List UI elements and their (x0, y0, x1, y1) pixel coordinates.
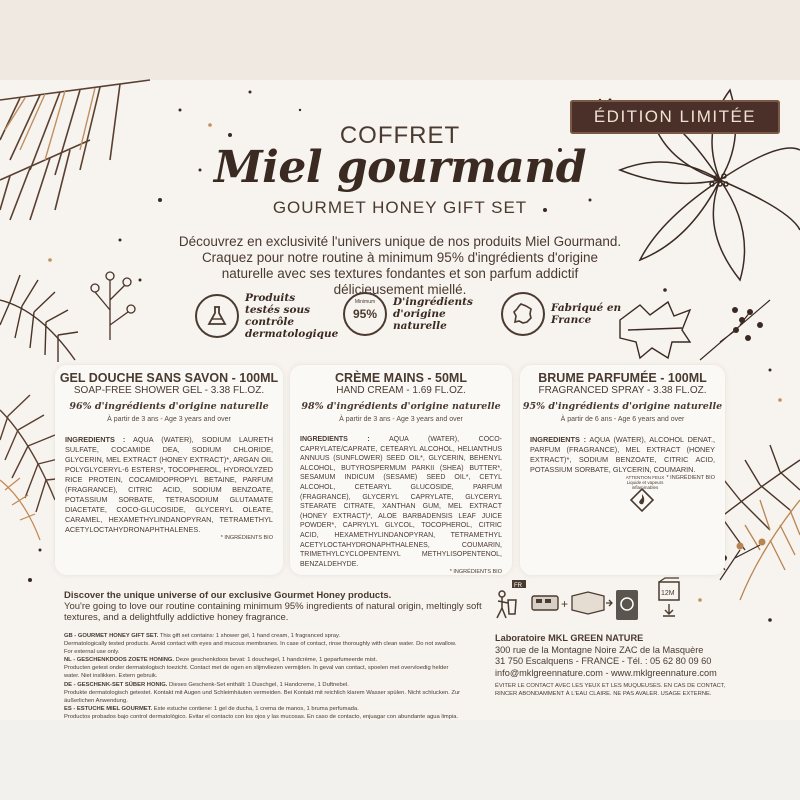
claim-natural-text: D'ingrédients d'origine naturelle (393, 296, 473, 332)
translation-line: GB - GOURMET HONEY GIFT SET. This gift set contains: 1 shower gel, 1 hand cream, 1 fragranced spray. (64, 633, 341, 639)
product-title: GEL DOUCHE SANS SAVON - 100ML (59, 371, 279, 385)
ingredients-list: AQUA (WATER), ALCOHOL DENAT., PARFUM (FRAGRANCE), MEL EXTRACT (HONEY EXTRACT)*, SODIUM BENZOATE, CITRIC ACID, POTASSIUM SORBATE, GLYCERIN, COUMARIN. (530, 435, 716, 474)
title-product-name: Miel gourmand (213, 142, 587, 193)
lab-address-2: 31 750 Escalquens - FRANCE - Tél. : 05 62 80 09 60 (495, 656, 712, 666)
product-panel-hand-cream (290, 365, 512, 575)
lab-name: Laboratoire MKL GREEN NATURE (495, 633, 644, 643)
product-title: BRUME PARFUMÉE - 100ML (538, 371, 707, 385)
product-panel-shower-gel (55, 365, 283, 575)
english-line-1: Discover the unique universe of our exclusive Gourmet Honey products. (64, 590, 392, 601)
translation-line: DE - GESCHENK-SET SÜBER HONIG. Dieses Geschenk-Set enthält: 1 Duschgel, 1 Handcreme, 1 Duftnebel. (64, 681, 349, 688)
organic-note: * INGRÉDIENTS BIO (449, 569, 502, 576)
ingredients-label: INGREDIENTS : (530, 435, 587, 444)
product-ingredients (530, 435, 715, 475)
product-subtitle: FRAGRANCED SPRAY - 3.38 FL.OZ. (538, 385, 707, 396)
translation-line: ES - ESTUCHE MIEL GOURMET. Este estuche contiene: 1 gel de ducha, 1 crema de manos, 1 bruma perfumada. (64, 705, 359, 712)
product-ingredients (300, 435, 502, 569)
ingredients-label: INGREDIENTS : (65, 435, 126, 444)
claim-france-text: Fabriqué en France (551, 302, 622, 326)
flame-hazard-icon (630, 488, 654, 512)
english-line-2: You're going to love our routine containing minimum 95% ingredients of natural origin, meltingly soft textures, and a delightfully addictive honey fragrance. (64, 601, 482, 623)
product-subtitle: HAND CREAM - 1.69 FL.OZ. (336, 385, 466, 396)
translation-line: Productos probados bajo control dermatológico. Evitar el contacto con los ojos y las mucosas. En caso de contacto, enjuagar con abundante agua limpia. (64, 713, 459, 720)
claim-dermatology (195, 292, 339, 340)
translation-line: Dermatologically tested products. Avoid contact with eyes and mucous membranes. In case of contact, rinse thoroughly with clean water. Do not swallow. For external use only. (64, 641, 457, 656)
flammable-warning-text: ATTENTION FEUX Liquide et vapeurs inflammables (625, 475, 665, 490)
organic-note: * INGRÉDIENTS BIO (220, 535, 273, 541)
limited-edition-badge: ÉDITION LIMITÉE (570, 100, 780, 134)
product-natural-percent: 96% d'ingrédients d'origine naturelle (69, 401, 269, 412)
claims-row (195, 292, 622, 348)
translation-line: Produkte dermatologisch getestet. Kontakt mit Augen und Schleimhäuten vermeiden. Bei Kontakt mit reichlich klarem Wasser spülen. Nicht schlucken. Zur äußerlichen Anwendung. (64, 689, 461, 704)
product-panel-fragranced-spray (520, 365, 725, 575)
english-description (64, 590, 484, 623)
ingredients-list: AQUA (WATER), COCO-CAPRYLATE/CAPRATE, CETEARYL ALCOHOL, HELIANTHUS ANNUUS (SUNFLOWER) SEED OIL*, GLYCERIN, BEHENYL ALCOHOL, BUTYROSPERMUM PARKII (SHEA) BUTTER*, SESAMUM INDICUM (SESAME) SEED OIL*, CETYL ALCOHOL, CETEARYL GLUCOSIDE, PARFUM (FRAGRANCE), GLYCERYL CAPRYLATE, GLYCERYL STEARATE CITRATE, XANTHAN GUM, MEL EXTRACT (HONEY EXTRACT)*, ALOE BARBADENSIS LEAF JUICE POWDER*, CAPRYLYL GLYCOL, TOCOPHEROL, CITRIC ACID, HEXAMETHYLINDANOPYRAN, TETRAMETHYL ACETYLOCTAHYDRONAPHTHALENES, COUMARIN, TRIMETHYLCYCLOPENTENYL METHYLISOPENTENOL, BENZALDEHYDE. (300, 436, 502, 568)
product-age: À partir de 3 ans - Age 3 years and over (339, 416, 463, 423)
translation-line: Producten getest onder dermatologisch toezicht. Contact met de ogen en slijmvliezen vermijden. In geval van contact, spoelen met overvloedig helder water. Niet inslikken. Extern gebruik. (64, 665, 449, 680)
product-title: CRÈME MAINS - 50ML (335, 371, 467, 385)
lab-address-1: 300 rue de la Montagne Noire ZAC de la Masquère (495, 644, 704, 655)
claim-dermatology-text: Produits testés sous contrôle dermatologique (245, 292, 339, 340)
claim-natural-small: Minimum (354, 299, 376, 305)
product-natural-percent: 98% d'ingrédients d'origine naturelle (301, 401, 501, 412)
product-age: À partir de 3 ans - Age 3 years and over (107, 416, 231, 423)
pao-icon (655, 578, 683, 618)
gift-box-label (0, 80, 800, 720)
product-ingredients (65, 435, 273, 535)
ingredients-label: INGREDIENTS : (300, 436, 370, 443)
usage-warning: ÉVITER LE CONTACT AVEC LES YEUX ET LES MUQUEUSES. EN CAS DE CONTACT, RINCER ABONDAMMENT À L'EAU CLAIRE. NE PAS AVALER. USAGE EXTERNE. (495, 683, 726, 697)
fr-label: FR (514, 583, 522, 589)
title-coffret: COFFRET (339, 122, 461, 149)
claim-france (501, 292, 629, 336)
product-subtitle: SOAP-FREE SHOWER GEL - 3.38 FL.OZ. (73, 385, 265, 396)
flask-icon (195, 294, 239, 338)
berry-twig-left-icon (91, 272, 135, 340)
france-map-icon (501, 292, 545, 336)
pao-label: 12M (661, 590, 675, 597)
intro-text: Découvrez en exclusivité l'univers unique de nos produits Miel Gourmand. Craquez pour notre routine à minimum 95% d'ingrédients d'origine naturelle avec ses textures fondantes et son parfum addictif délicieusement miellé. (178, 234, 622, 297)
box-icon (572, 592, 604, 614)
claim-natural (343, 292, 471, 336)
translation-line: NL - GESCHENKDOOS ZOETE HONING. Deze geschenkdoos bevat: 1 douchegel, 1 handcrème, 1 geparfumeerde mist. (64, 657, 378, 664)
lab-address (495, 633, 745, 679)
product-age: À partir de 6 ans - Age 6 years and over (560, 416, 685, 423)
recycle-bin-icon (616, 590, 638, 620)
title-english: GOURMET HONEY GIFT SET (272, 198, 528, 217)
berry-sprig-right-icon (732, 307, 763, 341)
background-below (0, 720, 800, 800)
recycling-info (488, 578, 678, 626)
tray-icon (532, 596, 558, 610)
product-natural-percent: 95% d'ingrédients d'origine naturelle (522, 401, 723, 412)
organic-note: * INGRÉDIENT BIO (666, 475, 715, 481)
lab-web: info@mklgreennature.com - www.mklgreennature.com (495, 667, 717, 678)
svg-text:+: + (561, 597, 569, 611)
holly-leaf-icon (620, 302, 690, 358)
translations (64, 632, 464, 729)
ingredients-list: AQUA (WATER), SODIUM LAURETH SULFATE, COCAMIDE DEA, SODIUM CHLORIDE, GLYCERIN, MEL EXTRACT (HONEY EXTRACT)*, ARGAN OIL POLYGLYCERYL-6 ESTERS*, TOCOPHEROL, HYDROLYZED RICE PROTEIN, COCAMIDOPROPYL BETAINE, PARFUM (FRAGRANCE), CITRIC ACID, SODIUM BENZOATE, POTASSIUM SORBATE, TETRASODIUM GLUTAMATE DIACETATE, COCO-GLUCOSIDE, GLYCERYL OLEATE, CARAMEL, HEXAMETHYLINDANOPYRAN, TETRAMETHYL ACETYLOCTAHYDRONAPHTHALENES. (65, 435, 274, 534)
leaf-95-icon (343, 292, 387, 336)
claim-natural-percent: 95% (352, 307, 378, 321)
person-bin-icon (497, 591, 516, 618)
pine-branch-left-icon (0, 275, 78, 362)
